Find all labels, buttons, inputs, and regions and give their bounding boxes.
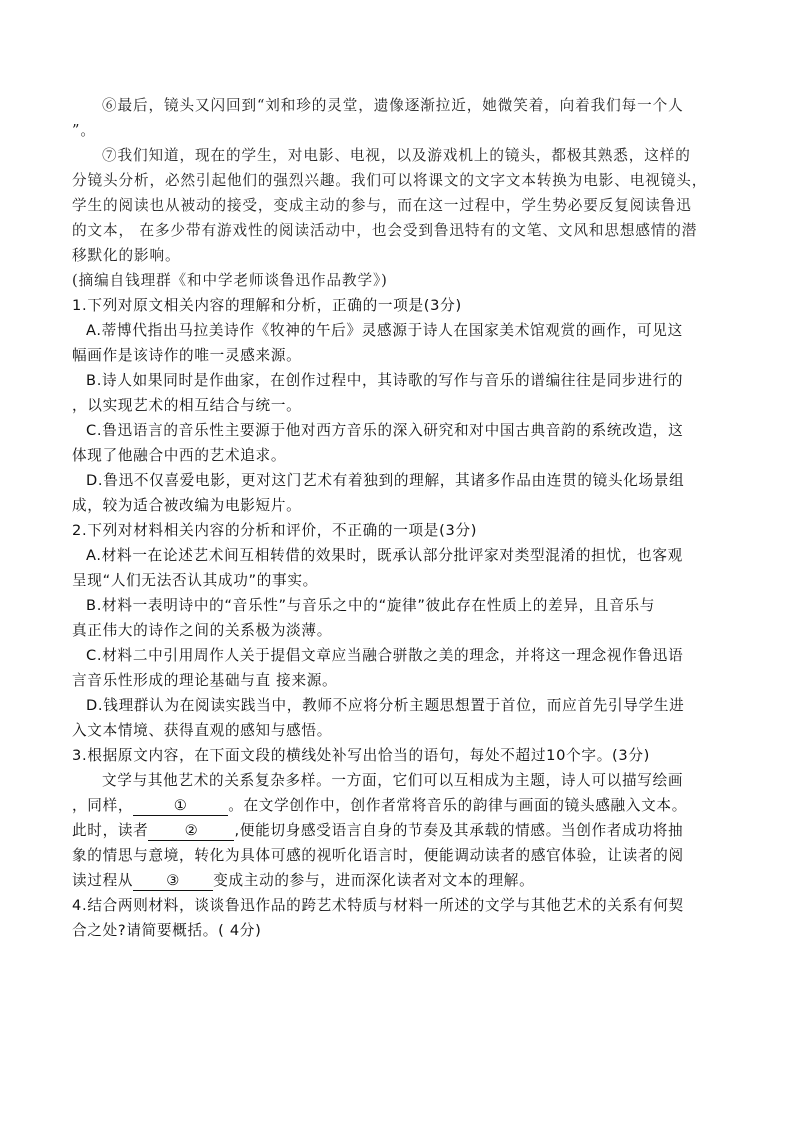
- question-3-stem: 3.根据原文内容，在下面文段的横线处补写出恰当的语句，每处不超过10个字。(3分): [72, 747, 651, 764]
- passage-paragraph-6-line-1: ⑥最后，镜头又闪回到“刘和珍的灵堂，遗像逐渐拉近，她微笑着，向着我们每一个人: [102, 97, 684, 114]
- passage-source: (摘编自钱理群《和中学老师谈鲁迅作品教学》): [72, 272, 388, 289]
- question-1-option-a-line-1: A.蒂博代指出马拉美诗作《牧神的午后》灵感源于诗人在国家美术馆观赏的画作，可见这: [86, 322, 683, 339]
- answer-blank-3[interactable]: ③: [133, 872, 213, 891]
- passage-paragraph-7-line-5: 移默化的影响。: [72, 247, 181, 264]
- question-2-option-a-line-2: 呈现“人们无法否认其成功”的事实。: [72, 572, 318, 589]
- question-1-option-c-line-2: 体现了他融合中西的艺术追求。: [72, 447, 287, 464]
- question-4-line-2: 合之处?请简要概括。( 4分): [72, 922, 262, 939]
- question-2-option-c-line-1: C.材料二中引用周作人关于提倡文章应当融合骈散之美的理念，并将这一理念视作鲁迅语: [86, 647, 684, 664]
- question-1-option-b-line-1: B.诗人如果同时是作曲家，在创作过程中，其诗歌的写作与音乐的谱编往往是同步进行的: [86, 372, 684, 389]
- question-2-option-d-line-2: 入文本情境、获得直观的感知与感悟。: [72, 722, 332, 739]
- question-2-option-b-line-2: 真正伟大的诗作之间的关系极为淡薄。: [72, 622, 332, 639]
- question-3-line-3-prefix: 此时，读者: [72, 822, 149, 839]
- question-3-text-line-5: [72, 869, 534, 893]
- answer-blank-2[interactable]: ②: [148, 822, 234, 841]
- question-3-line-5-prefix: 读过程从: [72, 872, 134, 889]
- question-3-line-2-prefix: ，同样，: [72, 797, 134, 814]
- question-3-text-line-2: [72, 794, 687, 818]
- question-2-option-c-line-2: 言音乐性形成的理论基础与直 接来源。: [72, 672, 338, 689]
- question-2-option-b-line-1: B.材料一表明诗中的“音乐性”与音乐之中的“旋律”彼此存在性质上的差异，且音乐与: [86, 597, 656, 614]
- question-1-option-b-line-2: ，以实现艺术的相互结合与统一。: [72, 397, 302, 414]
- question-3-text-line-3: [72, 819, 683, 843]
- question-1-stem: 1.下列对原文相关内容的理解和分析，正确的一项是(3分): [72, 297, 462, 314]
- question-2-option-a-line-1: A.材料一在论述艺术间互相转借的效果时，既承认部分批评家对类型混淆的担忧，也客观: [86, 547, 683, 564]
- answer-blank-1[interactable]: ①: [133, 797, 228, 816]
- question-1-option-a-line-2: 幅画作是该诗作的唯一灵感来源。: [72, 347, 302, 364]
- passage-paragraph-6-line-2: ”。: [72, 122, 96, 139]
- question-3-line-5-suffix: 变成主动的参与，进而深化读者对文本的理解。: [213, 872, 535, 889]
- passage-paragraph-7-line-1: ⑦我们知道，现在的学生，对电影、电视，以及游戏机上的镜头，都极其熟悉，这样的: [102, 147, 691, 164]
- question-2-stem: 2.下列对材料相关内容的分析和评价，不正确的一项是(3分): [72, 522, 478, 539]
- question-3-line-2-suffix: 。在文学创作中，创作者常将音乐的韵律与画面的镜头感融入文本。: [228, 797, 688, 814]
- question-3-text-line-4: 象的情思与意境，转化为具体可感的视听化语言时，便能调动读者的感官体验，让读者的阅: [72, 847, 684, 864]
- question-3-text-line-1: 文学与其他艺术的关系复杂多样。一方面，它们可以互相成为主题，诗人可以描写绘画: [102, 772, 684, 789]
- question-3-line-3-suffix: ,便能切身感受语言自身的节奏及其承载的情感。当创作者成功将抽: [234, 822, 684, 839]
- question-1-option-d-line-2: 成，较为适合被改编为电影短片。: [72, 497, 302, 514]
- passage-paragraph-7-line-2: 分镜头分析，必然引起他们的强烈兴趣。我们可以将课文的文字文本转换为电影、电视镜头，: [72, 172, 708, 189]
- passage-paragraph-7-line-3: 学生的阅读也从被动的接受，变成主动的参与，而在这一过程中，学生势必要反复阅读鲁迅: [72, 197, 692, 214]
- passage-paragraph-7-line-4: 的文本， 在多少带有游戏性的阅读活动中，也会受到鲁迅特有的文笔、文风和思想感情的潜: [72, 222, 698, 239]
- question-1-option-c-line-1: C.鲁迅语言的音乐性主要源于他对西方音乐的深入研究和对中国古典音韵的系统改造，这: [86, 422, 684, 439]
- question-2-option-d-line-1: D.钱理群认为在阅读实践当中，教师不应将分析主题思想置于首位，而应首先引导学生进: [86, 697, 685, 714]
- question-4-line-1: 4.结合两则材料，谈谈鲁迅作品的跨艺术特质与材料一所述的文学与其他艺术的关系有何契: [72, 897, 684, 914]
- question-1-option-d-line-1: D.鲁迅不仅喜爱电影，更对这门艺术有着独到的理解，其诸多作品由连贯的镜头化场景组: [86, 472, 685, 489]
